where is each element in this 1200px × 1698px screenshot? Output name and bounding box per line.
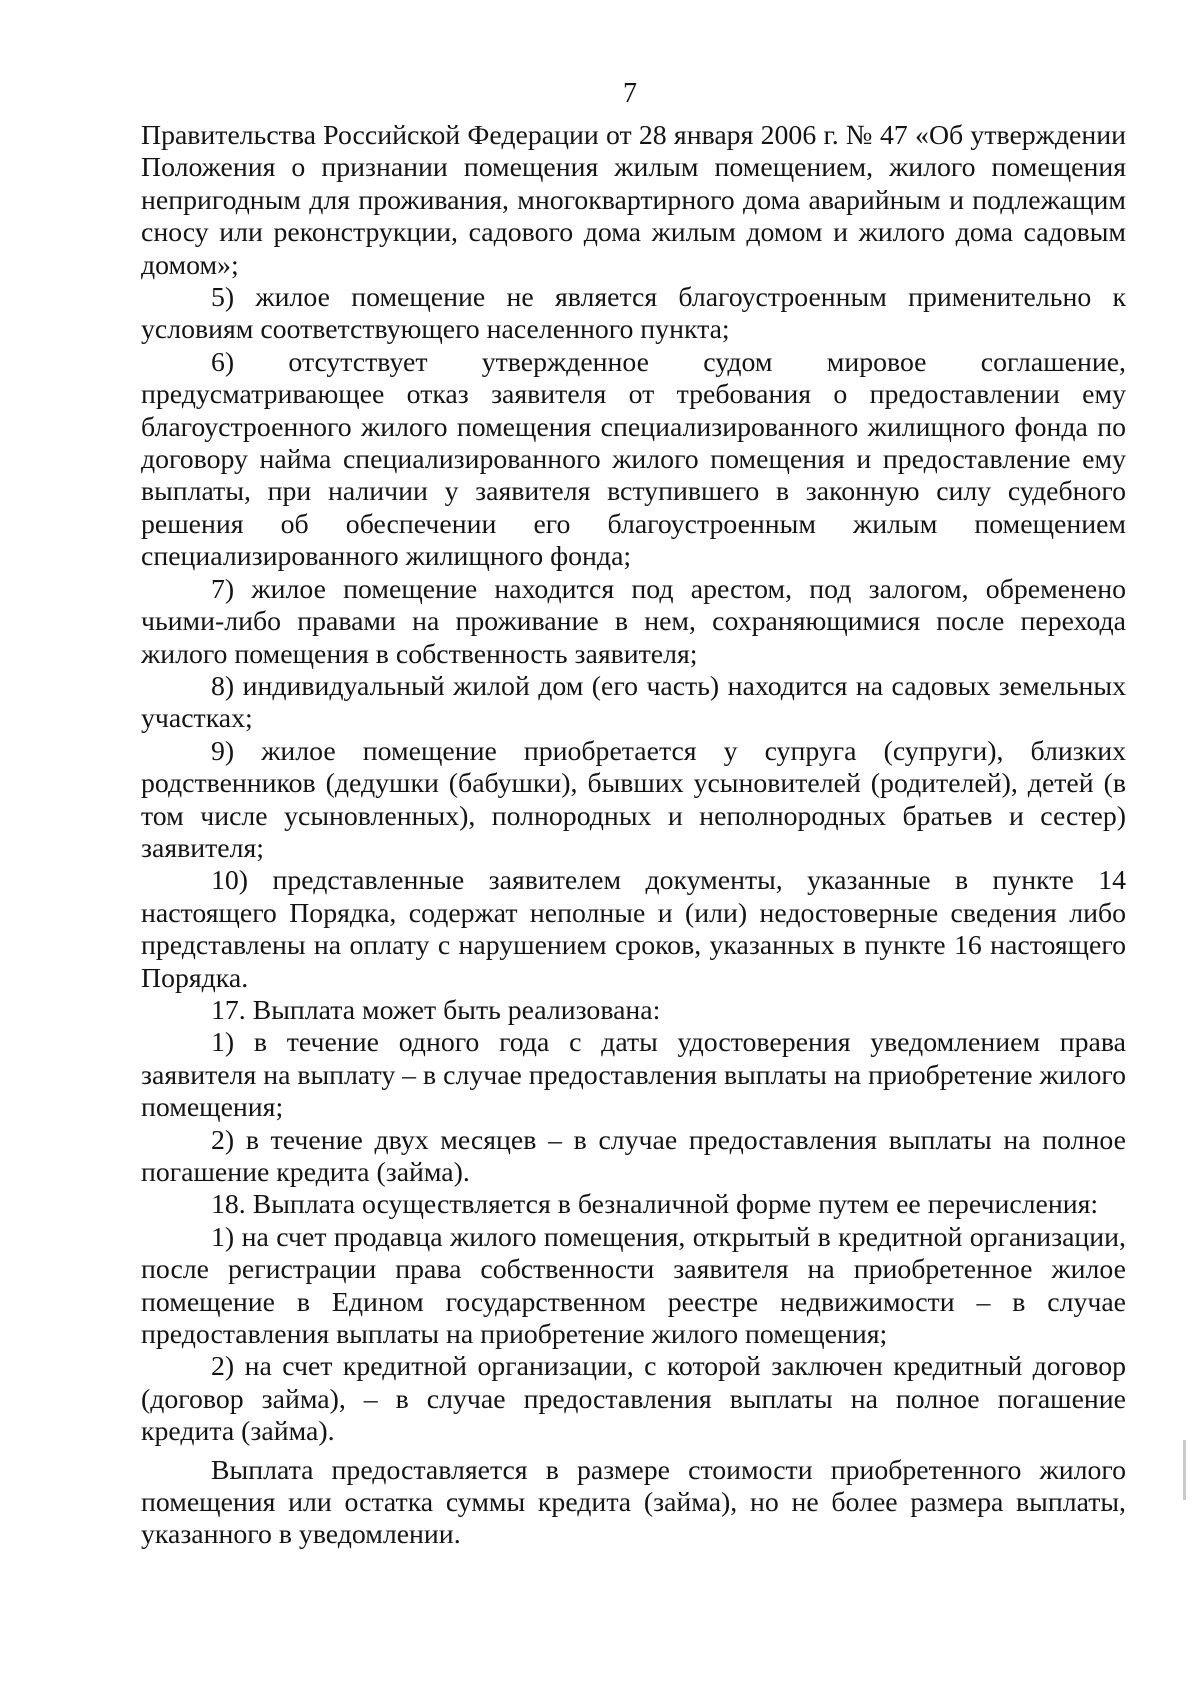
document-body	[141, 120, 1126, 1552]
page-number: 7	[623, 78, 637, 109]
paragraph-clause-17-item-1: 1) в течение одного года с даты удостоверения уведомлением права заявителя на выплату – в случае предоставления выплаты на приобретение жилого помещения;	[141, 1027, 1126, 1124]
paragraph-clause-17-item-2: 2) в течение двух месяцев – в случае предоставления выплаты на полное погашение кредита (займа).	[141, 1124, 1126, 1188]
paragraph-item-8: 8) индивидуальный жилой дом (его часть) находится на садовых земельных участках;	[141, 670, 1126, 735]
paragraph-item-9: 9) жилое помещение приобретается у супруга (супруги), близких родственников (дедушки (бабушки), бывших усыновителей (родителей), детей (в том числе усыновленных), полнородных и неполнородных братьев и сестер) заявителя;	[141, 735, 1126, 864]
scan-edge-mark	[1183, 1440, 1186, 1500]
paragraph-item-7: 7) жилое помещение находится под арестом, под залогом, обременено чьими-либо правами на проживание в нем, сохраняющимися после перехода жилого помещения в собственность заявителя;	[141, 573, 1126, 670]
paragraph-item-6: 6) отсутствует утвержденное судом мировое соглашение, предусматривающее отказ заявителя от требования о предоставлении ему благоустроенного жилого помещения специализированного жилищного фонда по договору найма специализированного жилого помещения и предоставление ему выплаты, при наличии у заявителя вступившего в законную силу судебного решения об обеспечении его благоустроенным жилым помещением специализированного жилищного фонда;	[141, 346, 1126, 573]
paragraph-continuation: Правительства Российской Федерации от 28 января 2006 г. № 47 «Об утверждении Положения о признании помещения жилым помещением, жилого помещения непригодным для проживания, многоквартирного дома аварийным и подлежащим сносу или реконструкции, садового дома жилым домом и жилого дома садовым домом»;	[141, 120, 1126, 281]
paragraph-clause-18-item-1: 1) на счет продавца жилого помещения, открытый в кредитной организации, после регистрации права собственности заявителя на приобретенное жилое помещение в Едином государственном реестре недвижимости – в случае предоставления выплаты на приобретение жилого помещения;	[141, 1221, 1126, 1351]
paragraph-payment-amount: Выплата предоставляется в размере стоимости приобретенного жилого помещения или остатка суммы кредита (займа), но не более размера выплаты, указанного в уведомлении.	[141, 1454, 1126, 1551]
paragraph-clause-18: 18. Выплата осуществляется в безналичной форме путем ее перечисления:	[211, 1189, 1099, 1221]
paragraph-item-5: 5) жилое помещение не является благоустроенным применительно к условиям соответствующего населенного пункта;	[141, 282, 1126, 346]
paragraph-item-10: 10) представленные заявителем документы, указанные в пункте 14 настоящего Порядка, содержат неполные и (или) недостоверные сведения либо представлены на оплату с нарушением сроков, указанных в пункте 16 настоящего Порядка.	[141, 865, 1126, 994]
paragraph-clause-18-item-2: 2) на счет кредитной организации, с которой заключен кредитный договор (договор займа), – в случае предоставления выплаты на полное погашение кредита (займа).	[141, 1351, 1126, 1448]
paragraph-clause-17: 17. Выплата может быть реализована:	[211, 994, 661, 1026]
